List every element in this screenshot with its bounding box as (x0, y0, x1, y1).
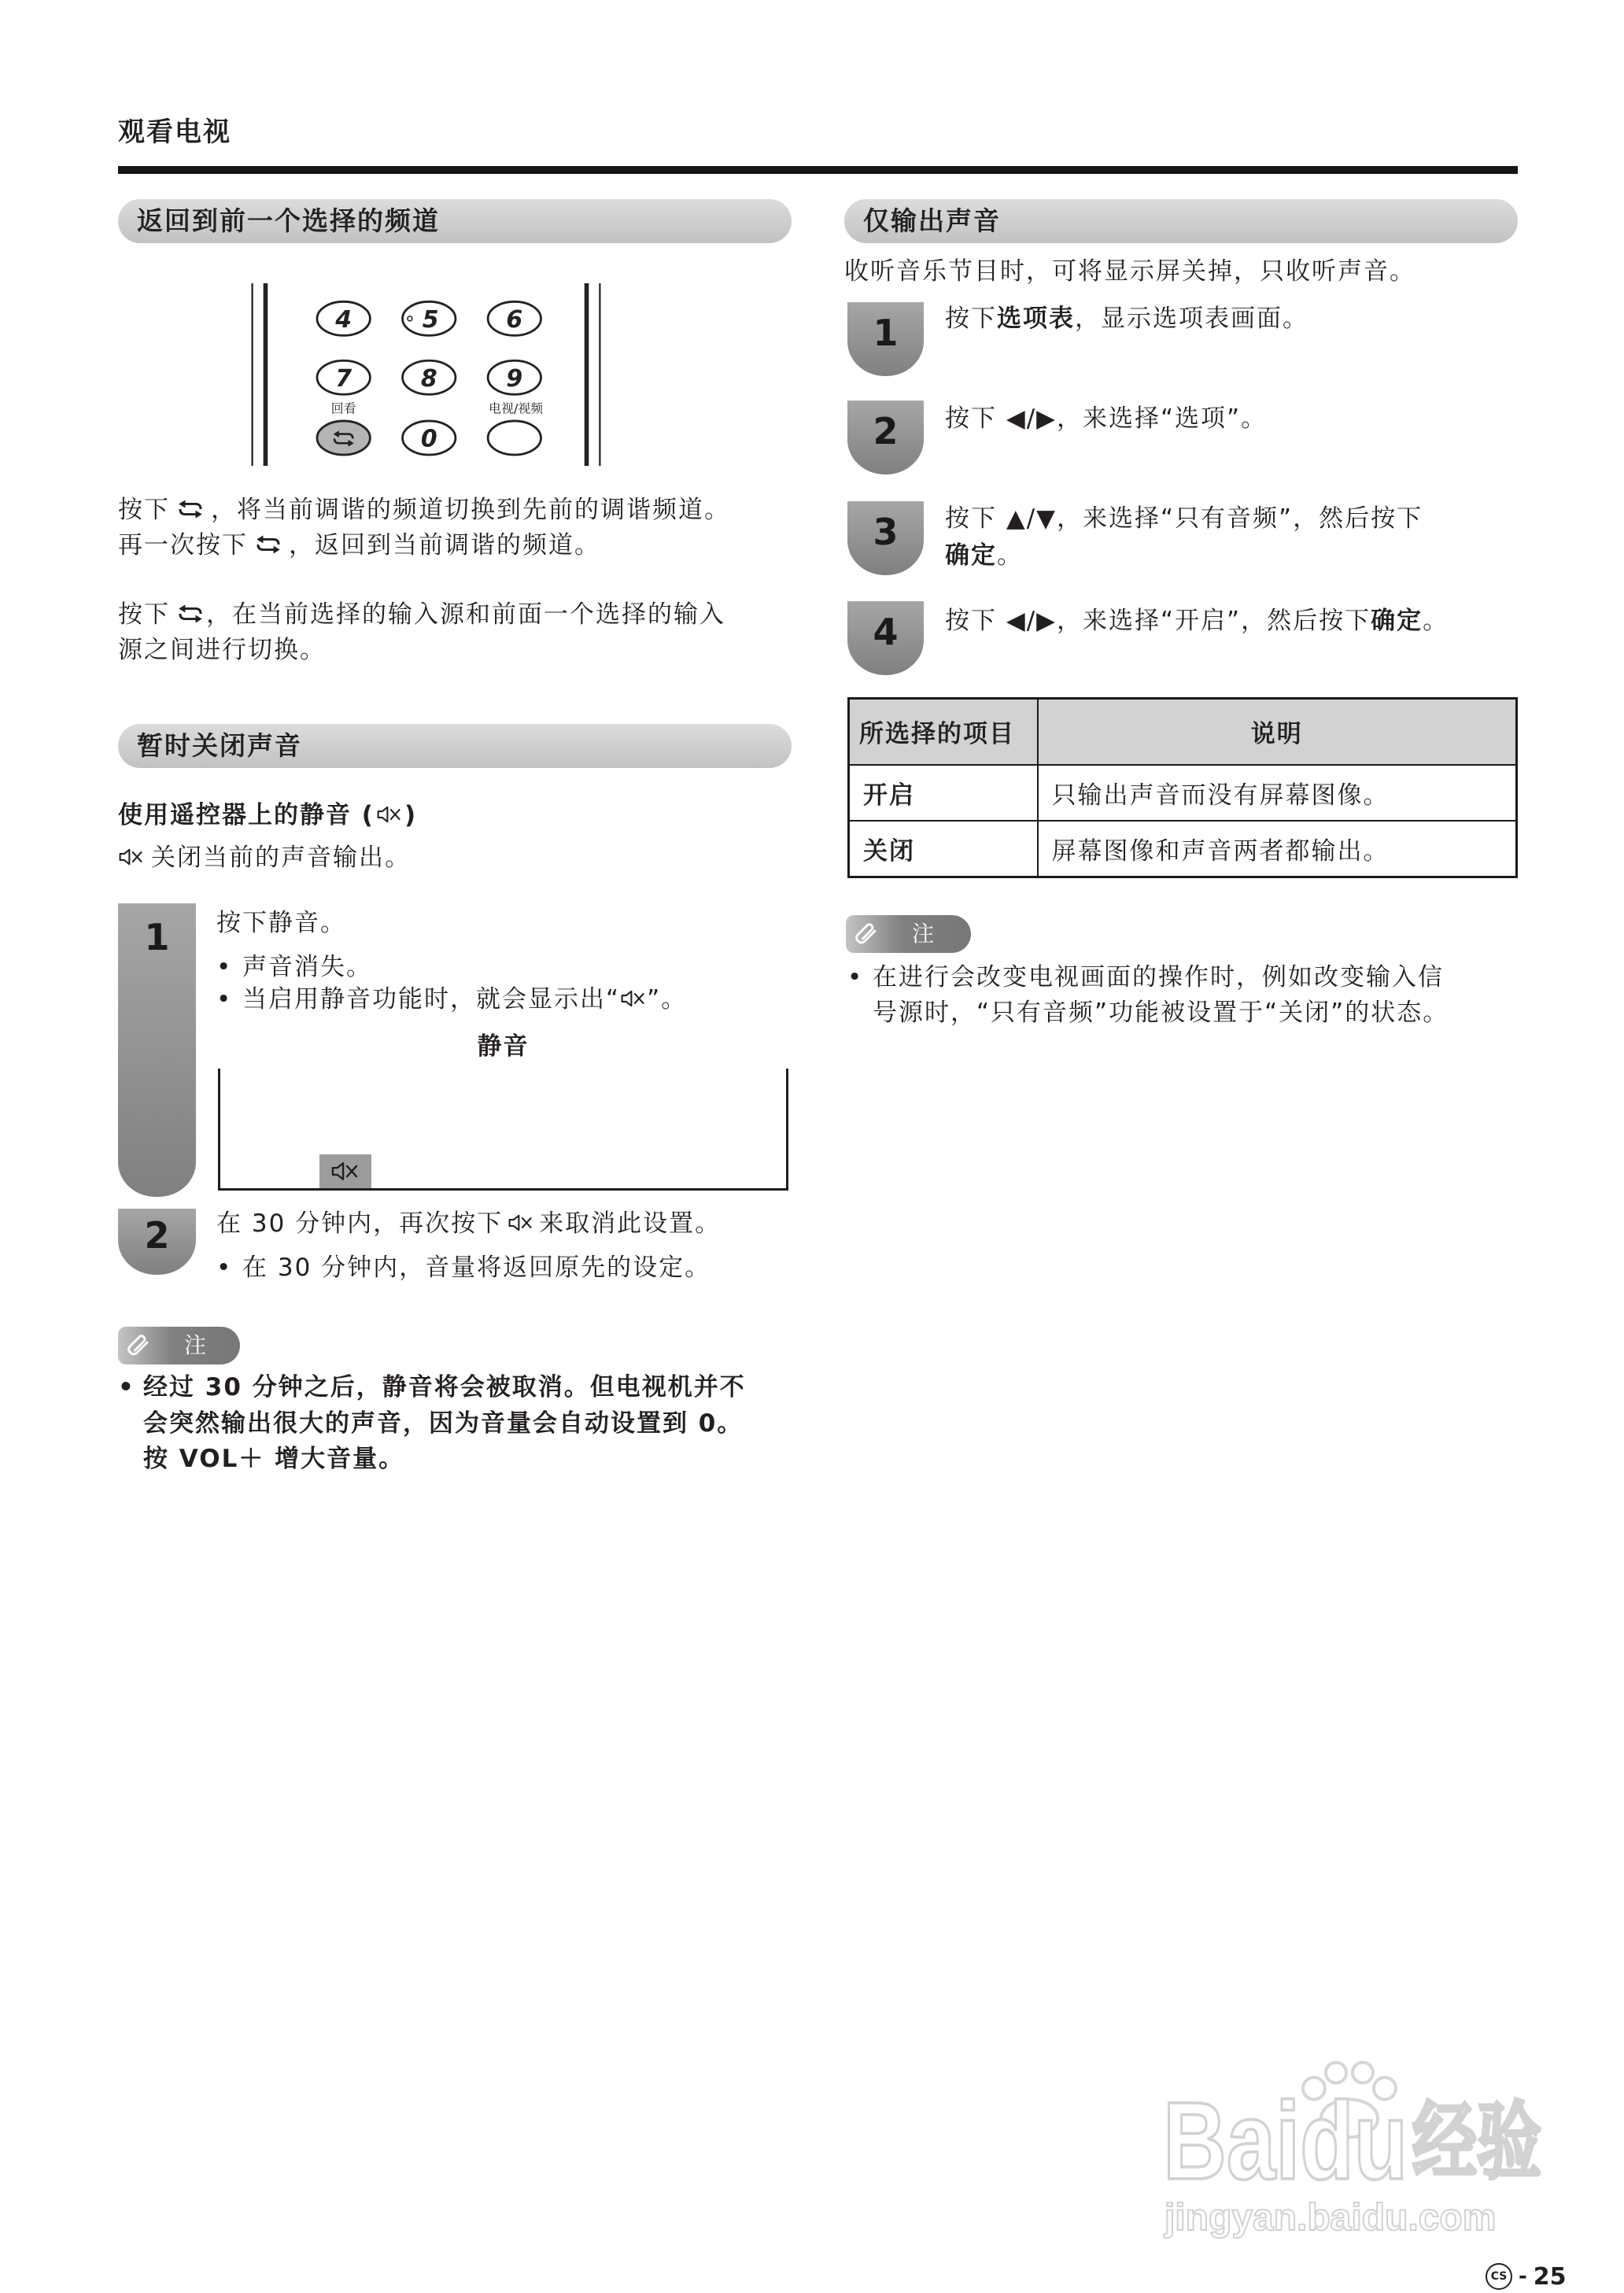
mute-icon (330, 1161, 360, 1182)
remote-flashback-label: 回看 (330, 401, 356, 416)
text-segment: ，返回到当前调谐的频道。 (289, 531, 600, 559)
screen-title: 静音 (477, 1032, 530, 1061)
text-segment: 来取消此设置。 (539, 1209, 722, 1238)
table-cell-description: 只输出声音而没有屏幕图像。 (1038, 765, 1517, 821)
text-segment: 。 (1423, 607, 1449, 635)
bullet: • (216, 1254, 233, 1282)
remote-control-illustration (248, 280, 604, 469)
remote-key-9 (488, 360, 541, 394)
table-header-description: 说明 (1038, 699, 1517, 765)
bullet: • (216, 985, 233, 1014)
header-rule (118, 166, 1518, 174)
remote-input-label: 电视/视频 (489, 401, 544, 416)
mute-step2-text (216, 1206, 721, 1241)
audio-step4-text (945, 604, 1449, 638)
audio-note-line2: 号源时，“只有音频”功能被设置于“关闭”的状态。 (873, 999, 1449, 1027)
section-heading-audio-only: 仅输出声音 (844, 199, 1518, 243)
remote-key-label: 7 (335, 364, 352, 393)
page-number: 25 (1533, 2262, 1567, 2291)
text-segment: ，显示选项表画面。 (1075, 305, 1308, 333)
flashback-para1-line1 (118, 493, 730, 527)
mute-note-line2: 会突然输出很大的声音，因为音量会自动设置到 0。 (143, 1409, 744, 1438)
remote-key-tv-video (488, 421, 541, 455)
mute-icon (118, 847, 145, 866)
audio-step2-text: 按下 ◀/▶，来选择“选项”。 (945, 404, 1268, 433)
mute-step1-bullet2 (216, 982, 687, 1017)
language-code-badge: CS (1486, 2263, 1512, 2290)
audio-step3-line2 (945, 538, 1023, 573)
mute-icon (507, 1213, 534, 1232)
step-bar (847, 501, 924, 575)
remote-key-4 (317, 301, 370, 335)
remote-key-6 (488, 301, 541, 335)
remote-key-label: 4 (335, 306, 352, 334)
remote-key-8 (403, 360, 456, 394)
step-bar (118, 903, 196, 1197)
remote-key-label: 0 (420, 425, 437, 453)
step-number: 2 (873, 410, 899, 452)
mute-icon (620, 989, 647, 1008)
table-header-item: 所选择的项目 (849, 699, 1038, 765)
mute-icon (376, 805, 403, 824)
mute-step1-bullet1 (216, 950, 372, 984)
text-segment: 经过 30 分钟之后，静音将会被取消。但电视机并不 (143, 1373, 746, 1401)
text-segment: ) (404, 801, 418, 829)
flashback-icon (176, 497, 205, 521)
watermark-url: jingyan.baidu.com (1164, 2197, 1497, 2239)
step-number: 2 (144, 1214, 170, 1257)
audio-only-options-table (847, 697, 1518, 878)
table-row (849, 765, 1517, 821)
audio-note-line1 (847, 960, 1444, 995)
text-segment: ”。 (647, 985, 688, 1014)
text-segment: 按下 (118, 600, 170, 629)
remote-key-7 (317, 360, 370, 394)
remote-key-0 (403, 421, 456, 455)
flashback-para2-line1 (118, 597, 725, 632)
mute-note-line1 (118, 1370, 746, 1405)
step-bar (847, 401, 924, 474)
paperclip-icon (854, 920, 880, 947)
text-segment: 按下 ◀/▶，来选择“开启”，然后按下 (945, 607, 1371, 635)
text-segment: 关闭当前的声音输出。 (151, 844, 411, 872)
audio-step3-line1: 按下 ▲/▼，来选择“只有音频”，然后按下 (945, 504, 1423, 533)
step-number: 3 (873, 511, 899, 553)
tv-screen-illustration (218, 1069, 788, 1191)
page-title: 观看电视 (118, 116, 231, 148)
text-segment: 使用遥控器上的静音 ( (118, 801, 375, 829)
mute-subheading (118, 798, 417, 833)
page-footer (1486, 2263, 1567, 2290)
text-segment: 在 30 分钟内，音量将返回原先的设定。 (242, 1254, 711, 1282)
text-segment: 再一次按下 (118, 531, 248, 559)
audio-step1-text (945, 301, 1308, 336)
step-number: 1 (144, 916, 170, 958)
flashback-icon (254, 533, 282, 556)
note-badge (118, 1327, 240, 1364)
remote-key-label: 6 (506, 306, 523, 334)
watermark-brand-cn: 经验 (1412, 2094, 1542, 2191)
text-segment: 在进行会改变电视画面的操作时，例如改变输入信 (873, 963, 1444, 991)
text-segment: 按下 (118, 496, 170, 524)
text-segment: 。 (997, 541, 1023, 570)
text-segment: ，在当前选择的输入源和前面一个选择的输入 (206, 600, 725, 629)
note-badge (846, 915, 971, 953)
text-segment: ，将当前调谐的频道切换到先前的调谐频道。 (211, 496, 730, 524)
flashback-para1-line2 (118, 528, 600, 563)
mute-intro (118, 840, 411, 875)
bold-term: 选项表 (997, 305, 1075, 333)
mute-step1-text: 按下静音。 (216, 909, 346, 937)
text-segment: 声音消失。 (242, 953, 372, 981)
table-cell-description: 屏幕图像和声音两者都输出。 (1038, 821, 1517, 877)
remote-key-label: 8 (420, 364, 437, 393)
mute-note-line3: 按 VOL＋ 增大音量。 (143, 1445, 405, 1473)
step-bar (847, 601, 924, 675)
remote-key-flashback (317, 421, 370, 455)
bullet: • (216, 953, 233, 981)
step-bar (118, 1209, 196, 1275)
step-number: 1 (873, 312, 899, 354)
bold-term: 确定 (1371, 607, 1423, 635)
text-segment: 按下 (945, 305, 997, 333)
page-separator: - (1519, 2265, 1527, 2288)
table-cell-option: 开启 (849, 765, 1038, 821)
bold-term: 确定 (945, 541, 997, 570)
remote-key-label: 9 (506, 364, 523, 393)
flashback-para2-line2: 源之间进行切换。 (118, 636, 326, 664)
mute-step2-bullet1 (216, 1250, 710, 1285)
flashback-icon (176, 602, 205, 626)
table-header-row (849, 699, 1517, 765)
text-segment: 当启用静音功能时，就会显示出“ (242, 985, 621, 1014)
table-cell-option: 关闭 (849, 821, 1038, 877)
note-label: 注 (184, 1332, 207, 1358)
watermark-brand: Baidu (1163, 2079, 1408, 2203)
paperclip-icon (126, 1331, 153, 1358)
remote-key-5 (403, 301, 456, 335)
remote-key-label: 5 (422, 306, 439, 334)
section-heading-mute: 暂时关闭声音 (118, 724, 792, 768)
audio-only-intro: 收听音乐节目时，可将显示屏关掉，只收听声音。 (844, 257, 1415, 286)
bullet: • (847, 963, 864, 991)
mute-indicator (319, 1154, 371, 1188)
step-bar (847, 302, 924, 376)
section-heading-flashback: 返回到前一个选择的频道 (118, 199, 792, 243)
note-label: 注 (912, 921, 935, 947)
bullet: • (118, 1373, 135, 1401)
table-row (849, 821, 1517, 877)
step-number: 4 (873, 611, 899, 653)
text-segment: 在 30 分钟内，再次按下 (216, 1209, 504, 1238)
